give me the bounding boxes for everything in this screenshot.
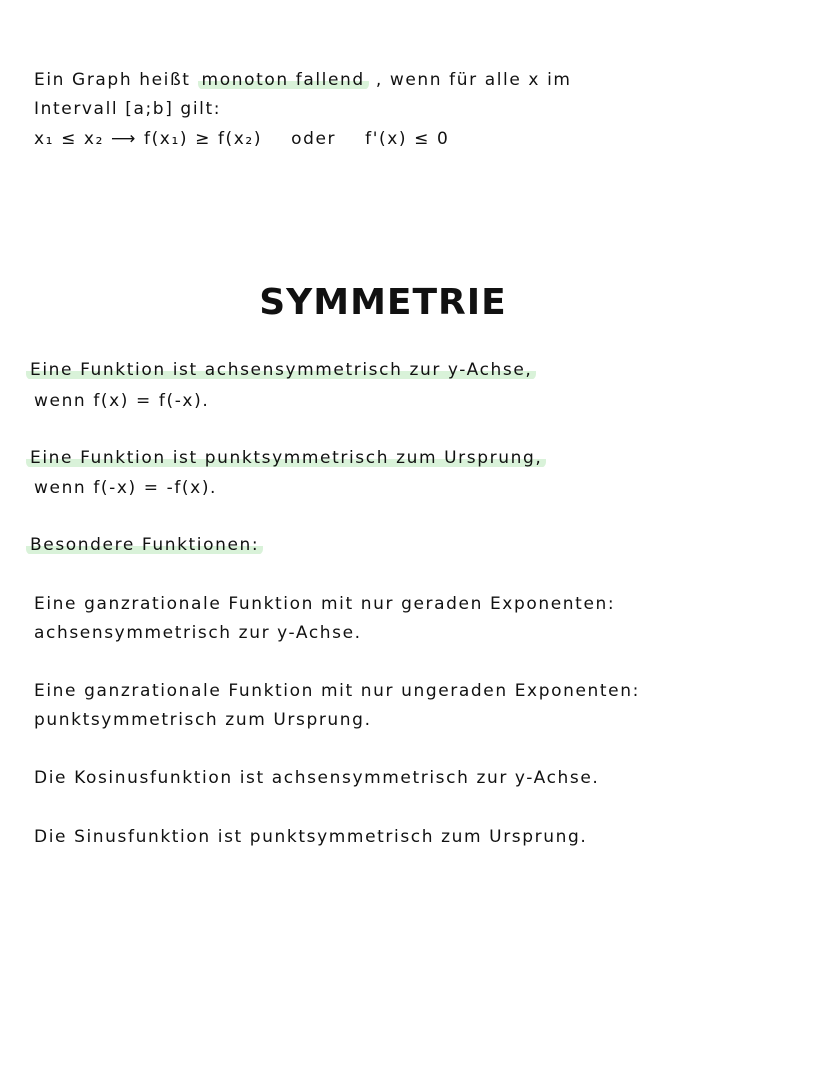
besondere-heading — [26, 533, 263, 557]
ungerade-exponenten-line1: Eine ganzrationale Funktion mit nur ungeraden Exponenten: — [34, 681, 640, 701]
gerade-exponenten-line2: achsensymmetrisch zur y-Achse. — [34, 623, 362, 643]
gerade-exponenten-line1: Eine ganzrationale Funktion mit nur geraden Exponenten: — [34, 594, 616, 614]
monotonie-oder: oder — [291, 129, 337, 149]
monotonie-text-post: , wenn für alle x im — [375, 70, 572, 90]
monotonie-definition-line2: Intervall [a;b] gilt: — [34, 99, 222, 119]
achsensymmetrie-condition: wenn f(x) = f(-x). — [34, 391, 210, 411]
kosinus-statement: Die Kosinusfunktion ist achsensymmetrisch zur y-Achse. — [34, 768, 600, 788]
ungerade-exponenten-line2: punktsymmetrisch zum Ursprung. — [34, 710, 372, 730]
punktsymmetrie-definition — [26, 446, 546, 470]
besondere-highlight: Besondere Funktionen: — [26, 535, 263, 555]
achsensymmetrie-highlight: Eine Funktion ist achsensymmetrisch zur y-Achse, — [26, 360, 536, 380]
punktsymmetrie-highlight: Eine Funktion ist punktsymmetrisch zum Ursprung, — [26, 448, 546, 468]
monotonie-definition-line3 — [34, 127, 449, 151]
achsensymmetrie-definition — [26, 358, 536, 382]
monotonie-inequality: x₁ ≤ x₂ ⟶ f(x₁) ≥ f(x₂) — [34, 129, 263, 149]
sinus-statement: Die Sinusfunktion ist punktsymmetrisch zum Ursprung. — [34, 827, 588, 847]
monotonie-text-pre: Ein Graph heißt — [34, 70, 191, 90]
monotonie-derivative: f'(x) ≤ 0 — [365, 129, 450, 149]
monotonie-highlight: monoton fallend — [198, 70, 369, 90]
page-title: SYMMETRIE — [259, 282, 507, 323]
monotonie-definition-line1 — [34, 68, 572, 92]
punktsymmetrie-condition: wenn f(-x) = -f(x). — [34, 478, 218, 498]
